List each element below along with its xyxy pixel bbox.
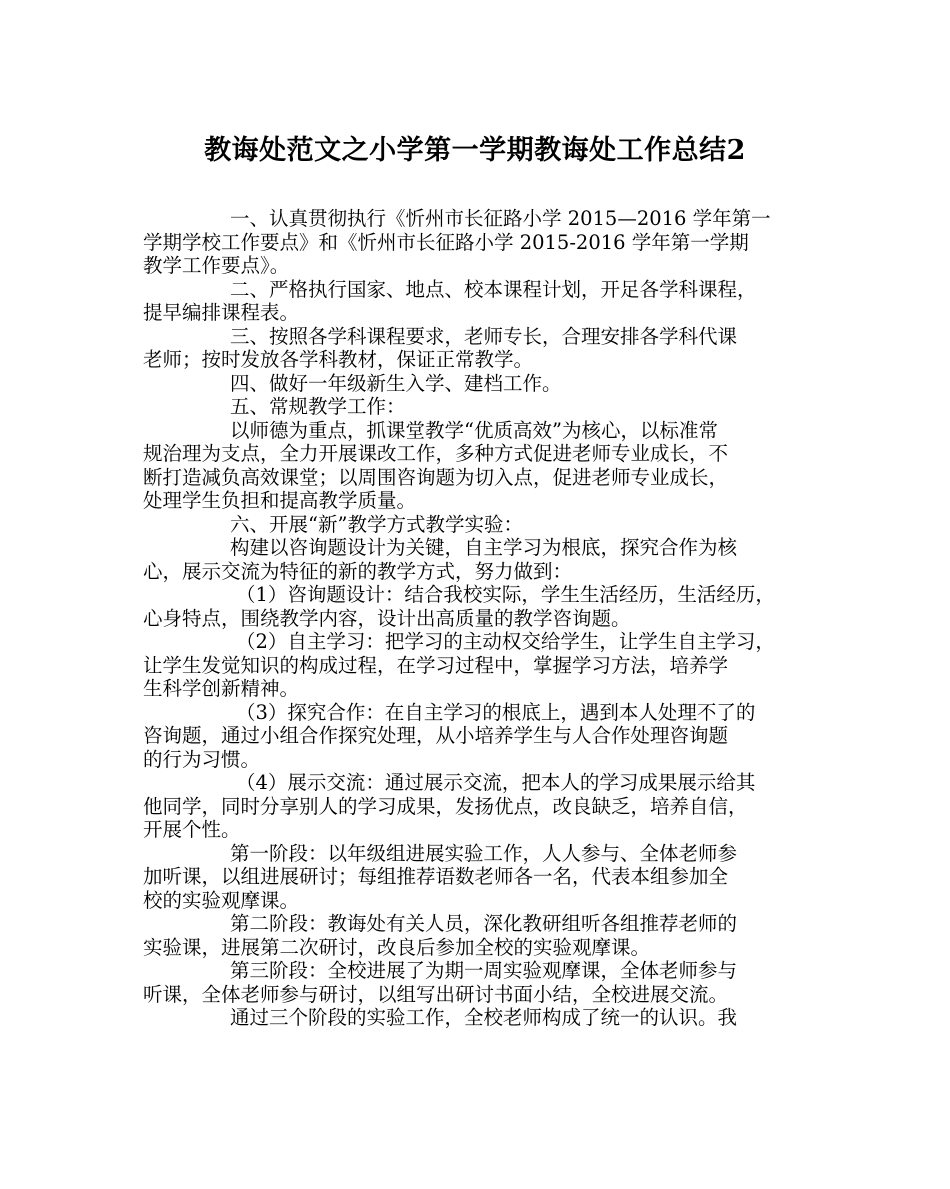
paragraph-line: 心身特点，围绕教学内容，设计出高质量的教学咨询题。 [143, 606, 631, 630]
paragraph-line: 第三阶段：全校进展了为期一周实验观摩课，全体老师参与 [230, 959, 738, 982]
paragraph-line: 听课，全体老师参与研讨，以组写出研讨书面小结，全校进展交流。 [143, 982, 729, 1006]
paragraph-line: 二、严格执行国家、地点、校本课程计划，开足各学科课程， [230, 277, 757, 301]
paragraph-line: 开展个性。 [143, 818, 241, 841]
paragraph-line: 的行为习惯。 [143, 747, 261, 771]
paragraph-line: 第一阶段：以年级组进展实验工作，人人参与、全体老师参 [230, 841, 738, 865]
paragraph-line: （2）自主学习：把学习的主动权交给学生，让学生自主学习， [236, 630, 775, 653]
paragraph-line: 三、按照各学科课程要求，老师专长，合理安排各学科代课 [230, 324, 738, 348]
paragraph-line: 处理学生负担和提高教学质量。 [143, 489, 417, 512]
paragraph-line: （4）展示交流：通过展示交流，把本人的学习成果展示给其 [236, 771, 756, 794]
paragraph-line: 断打造减负高效课堂；以周围咨询题为切入点，促进老师专业成长， [143, 465, 729, 489]
paragraph-line: 他同学，同时分享别人的学习成果，发扬优点，改良缺乏，培养自信， [143, 794, 748, 818]
paragraph-line: 规治理为支点，全力开展课改工作，多种方式促进老师专业成长，不 [143, 442, 729, 465]
paragraph-line: 以师德为重点，抓课堂教学“优质高效”为核心，以标准常 [230, 418, 718, 442]
paragraph-line: 让学生发觉知识的构成过程，在学习过程中，掌握学习方法，培养学 [143, 653, 729, 677]
paragraph-line: 校的实验观摩课。 [143, 888, 300, 912]
paragraph-line: 提早编排课程表。 [143, 301, 300, 324]
paragraph-line: 加听课，以组进展研讨；每组推荐语数老师各一名，代表本组参加全 [143, 865, 729, 888]
paragraph-line: 六、开展“新”教学方式教学实验： [230, 512, 523, 536]
paragraph-line: 通过三个阶段的实验工作，全校老师构成了统一的认识。我 [230, 1006, 738, 1029]
document-title: 教诲处范文之小学第一学期教诲处工作总结2 [204, 135, 746, 166]
paragraph-line: 构建以咨询题设计为关键，自主学习为根底，探究合作为核 [230, 536, 738, 559]
paragraph-line: 学期学校工作要点》和《忻州市长征路小学 2015-2016 学年第一学期 [143, 230, 749, 254]
paragraph-line: 五、常规教学工作： [230, 395, 406, 418]
paragraph-line: （3）探究合作：在自主学习的根底上，遇到本人处理不了的 [236, 700, 756, 724]
document-body [143, 207, 811, 1030]
paragraph-line: 四、做好一年级新生入学、建档工作。 [230, 371, 562, 395]
paragraph-line: 生科学创新精神。 [143, 677, 300, 700]
paragraph-line: 一、认真贯彻执行《忻州市长征路小学 2015—2016 学年第一 [230, 207, 771, 230]
paragraph-line: 老师；按时发放各学科教材，保证正常教学。 [143, 348, 534, 371]
paragraph-line: 第二阶段：教诲处有关人员，深化教研组听各组推荐老师的 [230, 912, 738, 935]
paragraph-line: 心，展示交流为特征的新的教学方式，努力做到： [143, 559, 573, 583]
paragraph-line: 实验课，进展第二次研讨，改良后参加全校的实验观摩课。 [143, 935, 651, 959]
paragraph-line: 咨询题，通过小组合作探究处理，从小培养学生与人合作处理咨询题 [143, 724, 729, 747]
paragraph-line: （1）咨询题设计：结合我校实际，学生生活经历，生活经历， [236, 583, 775, 606]
paragraph-line: 教学工作要点》。 [143, 254, 290, 277]
